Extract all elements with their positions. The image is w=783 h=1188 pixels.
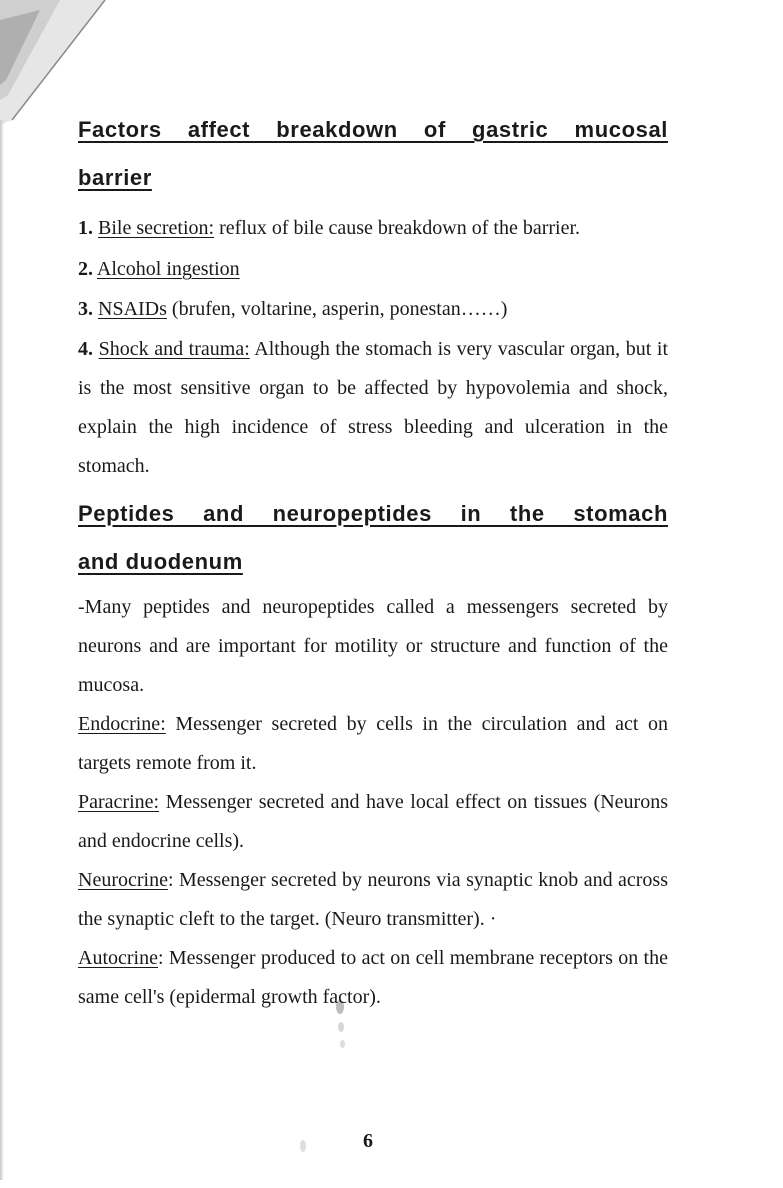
intro-paragraph: -Many peptides and neuropeptides called a messengers secreted by neurons and are important for motility or structure and function of the mucosa. xyxy=(78,595,668,696)
scan-speck xyxy=(338,1022,344,1032)
section-heading-peptides xyxy=(78,490,668,586)
peptides-body xyxy=(78,588,668,1017)
definition-neurocrine xyxy=(78,861,668,939)
scan-speck xyxy=(300,1140,306,1152)
section-heading-mucosal-barrier xyxy=(78,106,668,202)
definition-paracrine xyxy=(78,783,668,861)
factor-list xyxy=(78,208,668,486)
page-number: 6 xyxy=(363,1130,373,1152)
page-content xyxy=(78,106,668,1017)
definition-text: : Messenger produced to act on cell membrane receptors on the same cell's (epidermal growth factor). xyxy=(78,946,668,1008)
definition-term: Neurocrine xyxy=(78,868,168,891)
definition-text: : Messenger secreted by neurons via synaptic knob and across the synaptic cleft to the target. (Neuro transmitter). · xyxy=(78,868,668,930)
item-number: 4. xyxy=(78,337,93,360)
list-item xyxy=(78,249,668,290)
item-number: 1. xyxy=(78,217,93,239)
list-item xyxy=(78,330,668,486)
scan-speck xyxy=(340,1040,345,1048)
definition-autocrine xyxy=(78,939,668,1017)
definition-term: Autocrine xyxy=(78,946,158,969)
scan-left-edge xyxy=(0,120,4,1180)
item-text: Although the stomach is very vascular organ, but it is the most sensitive organ to be affected by hypovolemia and shock, explain the high incidence of stress bleeding and ulceration in the stomach. xyxy=(78,337,669,477)
heading-line: Peptides and neuropeptides in the stomach xyxy=(78,500,668,526)
definition-text: Messenger secreted and have local effect on tissues (Neurons and endocrine cells). xyxy=(78,790,668,852)
item-text: (brufen, voltarine, asperin, ponestan……) xyxy=(166,298,508,320)
definition-text: Messenger secreted by cells in the circulation and act on targets remote from it. xyxy=(78,712,668,774)
definition-term: Endocrine: xyxy=(78,712,166,735)
item-label: Bile secretion: xyxy=(98,217,215,239)
item-number: 3. xyxy=(78,298,93,320)
item-number: 2. xyxy=(78,257,93,280)
item-label: Alcohol ingestion xyxy=(96,257,240,280)
definition-term: Paracrine: xyxy=(78,790,160,813)
heading-line: barrier xyxy=(78,165,152,190)
list-item xyxy=(78,289,668,330)
heading-line: and duodenum xyxy=(78,548,243,574)
item-text: reflux of bile cause breakdown of the barrier. xyxy=(214,217,581,239)
item-label: NSAIDs xyxy=(98,298,167,320)
item-label: Shock and trauma: xyxy=(98,337,250,360)
definition-endocrine xyxy=(78,705,668,783)
heading-line: Factors affect breakdown of gastric mucosal xyxy=(78,117,668,142)
list-item xyxy=(78,208,668,249)
